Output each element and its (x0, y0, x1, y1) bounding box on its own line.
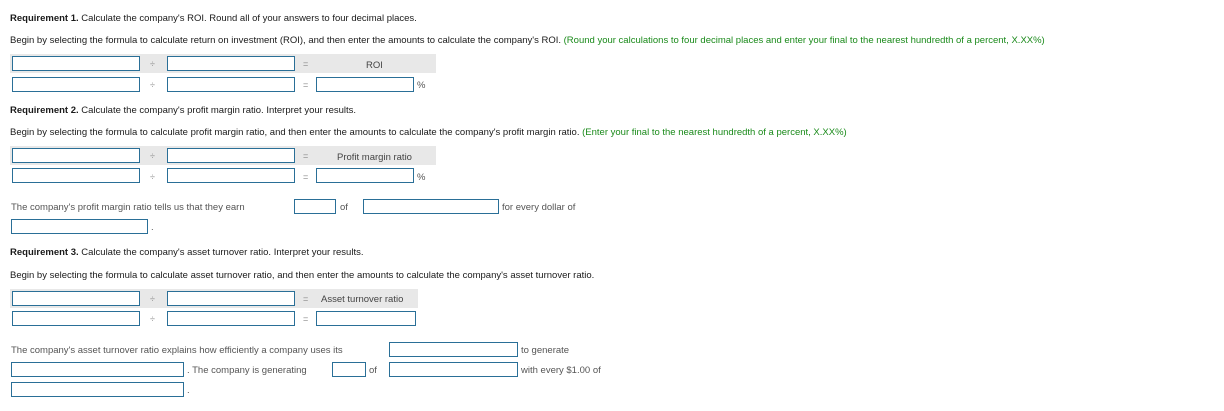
req2-interp-amount-input[interactable] (294, 199, 336, 214)
req2-heading (10, 105, 356, 116)
req2-interp-text-1: The company's profit margin ratio tells us that they earn (11, 202, 245, 213)
req3-interp-period: . (187, 385, 190, 396)
req1-instruction-line (10, 35, 1045, 46)
req3-label: Requirement 3. (10, 247, 79, 258)
req3-interp-text-4: with every $1.00 of (521, 365, 601, 376)
req2-interp-period: . (151, 222, 154, 233)
req1-amount-numerator-input[interactable] (12, 77, 140, 92)
req1-percent-sign: % (417, 80, 426, 91)
req3-amount-denominator-input[interactable] (167, 311, 295, 326)
req1-text: Calculate the company's ROI. Round all of your answers to four decimal places. (78, 13, 417, 24)
req2-equals-sign-1: = (303, 151, 309, 161)
req3-divide-sign-1: ÷ (150, 294, 155, 304)
req3-interp-base-select[interactable] (11, 382, 184, 397)
req2-interp-of: of (340, 202, 348, 213)
req3-amount-numerator-input[interactable] (12, 311, 140, 326)
req2-divide-sign-2: ÷ (150, 172, 155, 182)
req3-formula-denominator-select[interactable] (167, 291, 295, 306)
req1-heading (10, 13, 417, 24)
req3-result-header: Asset turnover ratio (321, 294, 404, 305)
req2-formula-denominator-select[interactable] (167, 148, 295, 163)
req2-instruction-line (10, 127, 847, 138)
req3-interp-text-1: The company's asset turnover ratio explains how efficiently a company uses its (11, 345, 343, 356)
req3-divide-sign-2: ÷ (150, 314, 155, 324)
req3-equals-sign-1: = (303, 294, 309, 304)
req3-interp-of: of (369, 365, 377, 376)
req1-formula-numerator-select[interactable] (12, 56, 140, 71)
req3-heading (10, 247, 363, 258)
req2-result-header: Profit margin ratio (337, 152, 412, 163)
req1-roi-result-input[interactable] (316, 77, 414, 92)
req1-instruction: Begin by selecting the formula to calculate return on investment (ROI), and then enter the amounts to calculate the company's ROI. (10, 35, 561, 46)
req2-interp-measure-select[interactable] (363, 199, 499, 214)
req1-divide-sign-1: ÷ (150, 59, 155, 69)
req1-divide-sign-2: ÷ (150, 80, 155, 90)
req1-formula-denominator-select[interactable] (167, 56, 295, 71)
req2-interp-base-select[interactable] (11, 219, 148, 234)
req2-divide-sign-1: ÷ (150, 151, 155, 161)
req1-amount-denominator-input[interactable] (167, 77, 295, 92)
req3-interp-amount-input[interactable] (332, 362, 366, 377)
req3-instruction: Begin by selecting the formula to calculate asset turnover ratio, and then enter the amounts to calculate the company's asset turnover ratio. (10, 270, 595, 281)
req3-equals-sign-2: = (303, 314, 309, 324)
req1-label: Requirement 1. (10, 13, 79, 24)
req3-interp-measure-select[interactable] (389, 362, 518, 377)
req3-interp-resource-select[interactable] (389, 342, 518, 357)
req1-note: (Round your calculations to four decimal places and enter your final to the nearest hundredth of a percent, X.XX%) (563, 35, 1045, 46)
req2-instruction: Begin by selecting the formula to calculate profit margin ratio, and then enter the amounts to calculate the company's profit margin ratio. (10, 127, 580, 138)
req2-formula-numerator-select[interactable] (12, 148, 140, 163)
req2-equals-sign-2: = (303, 172, 309, 182)
req1-equals-sign-1: = (303, 59, 309, 69)
req3-interp-output-select[interactable] (11, 362, 184, 377)
req1-equals-sign-2: = (303, 80, 309, 90)
req2-amount-numerator-input[interactable] (12, 168, 140, 183)
req2-interp-text-2: for every dollar of (502, 202, 576, 213)
req3-asset-turnover-result-input[interactable] (316, 311, 416, 326)
req2-text: Calculate the company's profit margin ratio. Interpret your results. (78, 105, 357, 116)
req1-result-header: ROI (366, 60, 383, 71)
req3-text: Calculate the company's asset turnover ratio. Interpret your results. (78, 247, 364, 258)
req3-interp-text-2: to generate (521, 345, 570, 356)
req3-interp-text-3: . The company is generating (187, 365, 307, 376)
req3-formula-numerator-select[interactable] (12, 291, 140, 306)
req2-profit-margin-result-input[interactable] (316, 168, 414, 183)
req3-instruction-line (10, 270, 594, 281)
req2-amount-denominator-input[interactable] (167, 168, 295, 183)
req2-label: Requirement 2. (10, 105, 79, 116)
req2-note: (Enter your final to the nearest hundredth of a percent, X.XX%) (582, 127, 847, 138)
req2-percent-sign: % (417, 172, 426, 183)
